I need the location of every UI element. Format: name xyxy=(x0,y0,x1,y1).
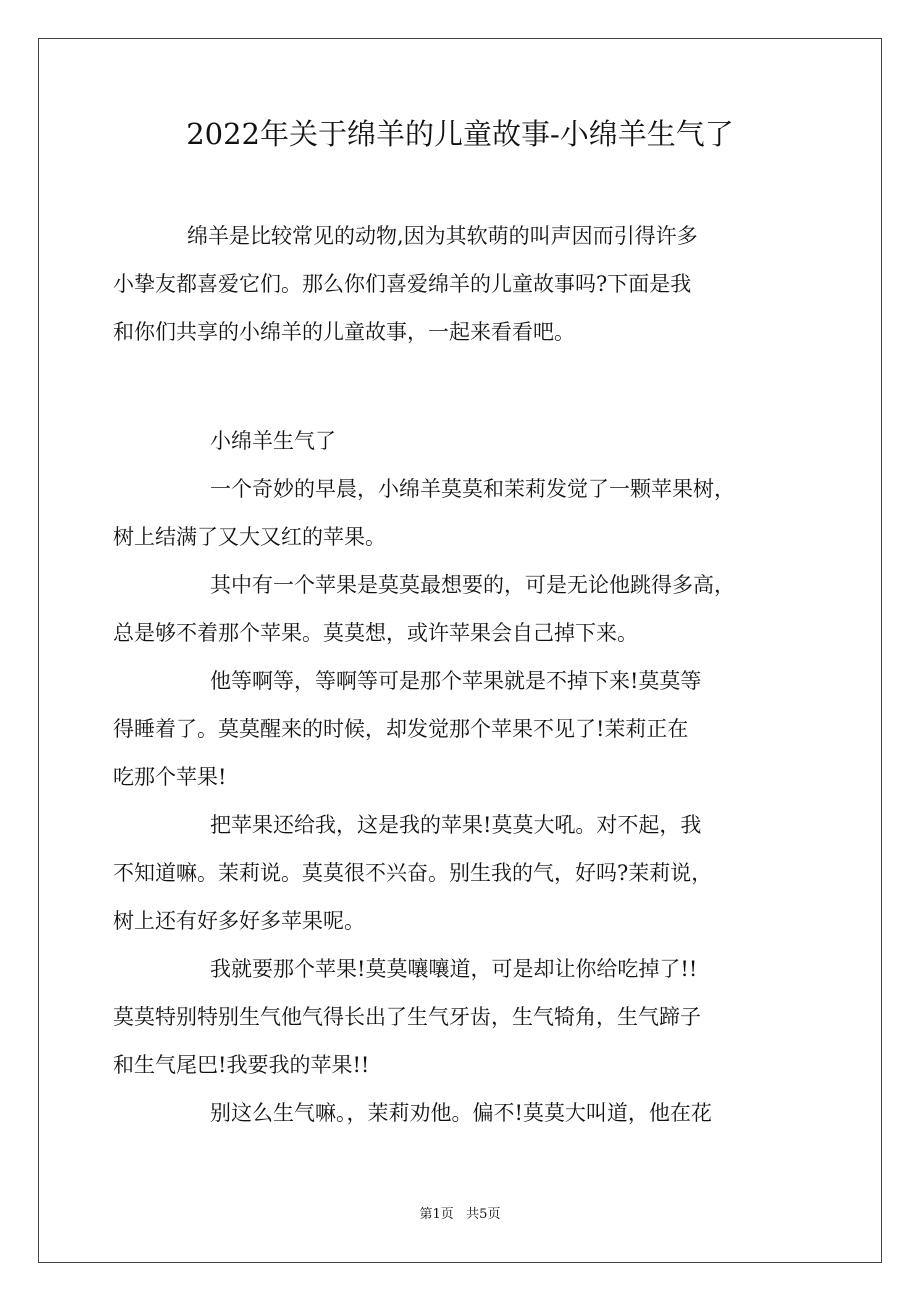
section-gap xyxy=(113,356,813,417)
intro-line: 小挚友都喜爱它们。那么你们喜爱绵羊的儿童故事吗?下面是我 xyxy=(113,272,692,296)
paragraph-line: 把苹果还给我，这是我的苹果!莫莫大吼。对不起，我 xyxy=(210,813,702,837)
paragraph-line: 和生气尾巴!我要我的苹果!! xyxy=(113,1053,370,1077)
story-paragraph xyxy=(113,561,813,657)
paragraph-line: 他等啊等，等啊等可是那个苹果就是不掉下来!莫莫等 xyxy=(210,669,702,693)
intro-line: 绵羊是比较常见的动物,因为其软萌的叫声因而引得许多 xyxy=(187,224,698,248)
intro-line: 和你们共享的小绵羊的儿童故事，一起来看看吧。 xyxy=(113,320,575,344)
paragraph-line: 其中有一个苹果是莫莫最想要的，可是无论他跳得多高， xyxy=(210,573,735,597)
paragraph-line: 得睡着了。莫莫醒来的时候，却发觉那个苹果不见了!茉莉正在 xyxy=(113,717,689,741)
paragraph-line: 树上还有好多好多苹果呢。 xyxy=(113,909,365,933)
document-body xyxy=(113,212,813,1137)
paragraph-line: 莫莫特别特别生气他气得长出了生气牙齿，生气犄角，生气蹄子 xyxy=(113,1005,701,1029)
paragraph-line: 一个奇妙的早晨，小绵羊莫莫和茉莉发觉了一颗苹果树， xyxy=(210,477,735,501)
paragraph-line: 树上结满了又大又红的苹果。 xyxy=(113,525,386,549)
paragraph-line: 我就要那个苹果!莫莫嚷嚷道，可是却让你给吃掉了!! xyxy=(210,957,698,981)
story-paragraph xyxy=(113,801,813,945)
story-paragraph xyxy=(113,657,813,801)
intro-paragraph xyxy=(113,212,813,356)
paragraph-line: 别这么生气嘛。，茉莉劝他。偏不!莫莫大叫道，他在花 xyxy=(210,1101,712,1125)
paragraph-line: 不知道嘛。茉莉说。莫莫很不兴奋。别生我的气，好吗?茉莉说， xyxy=(113,861,713,885)
story-paragraph xyxy=(113,945,813,1089)
paragraph-line: 总是够不着那个苹果。莫莫想，或许苹果会自己掉下来。 xyxy=(113,621,638,645)
story-paragraph xyxy=(113,1089,813,1137)
document-title: 2022年关于绵羊的儿童故事-小绵羊生气了 xyxy=(186,117,734,151)
story-paragraph xyxy=(113,465,813,561)
story-title: 小绵羊生气了 xyxy=(210,429,336,453)
paragraph-line: 吃那个苹果! xyxy=(113,765,227,789)
page-number-footer: 第1页 共5页 xyxy=(419,1207,501,1222)
